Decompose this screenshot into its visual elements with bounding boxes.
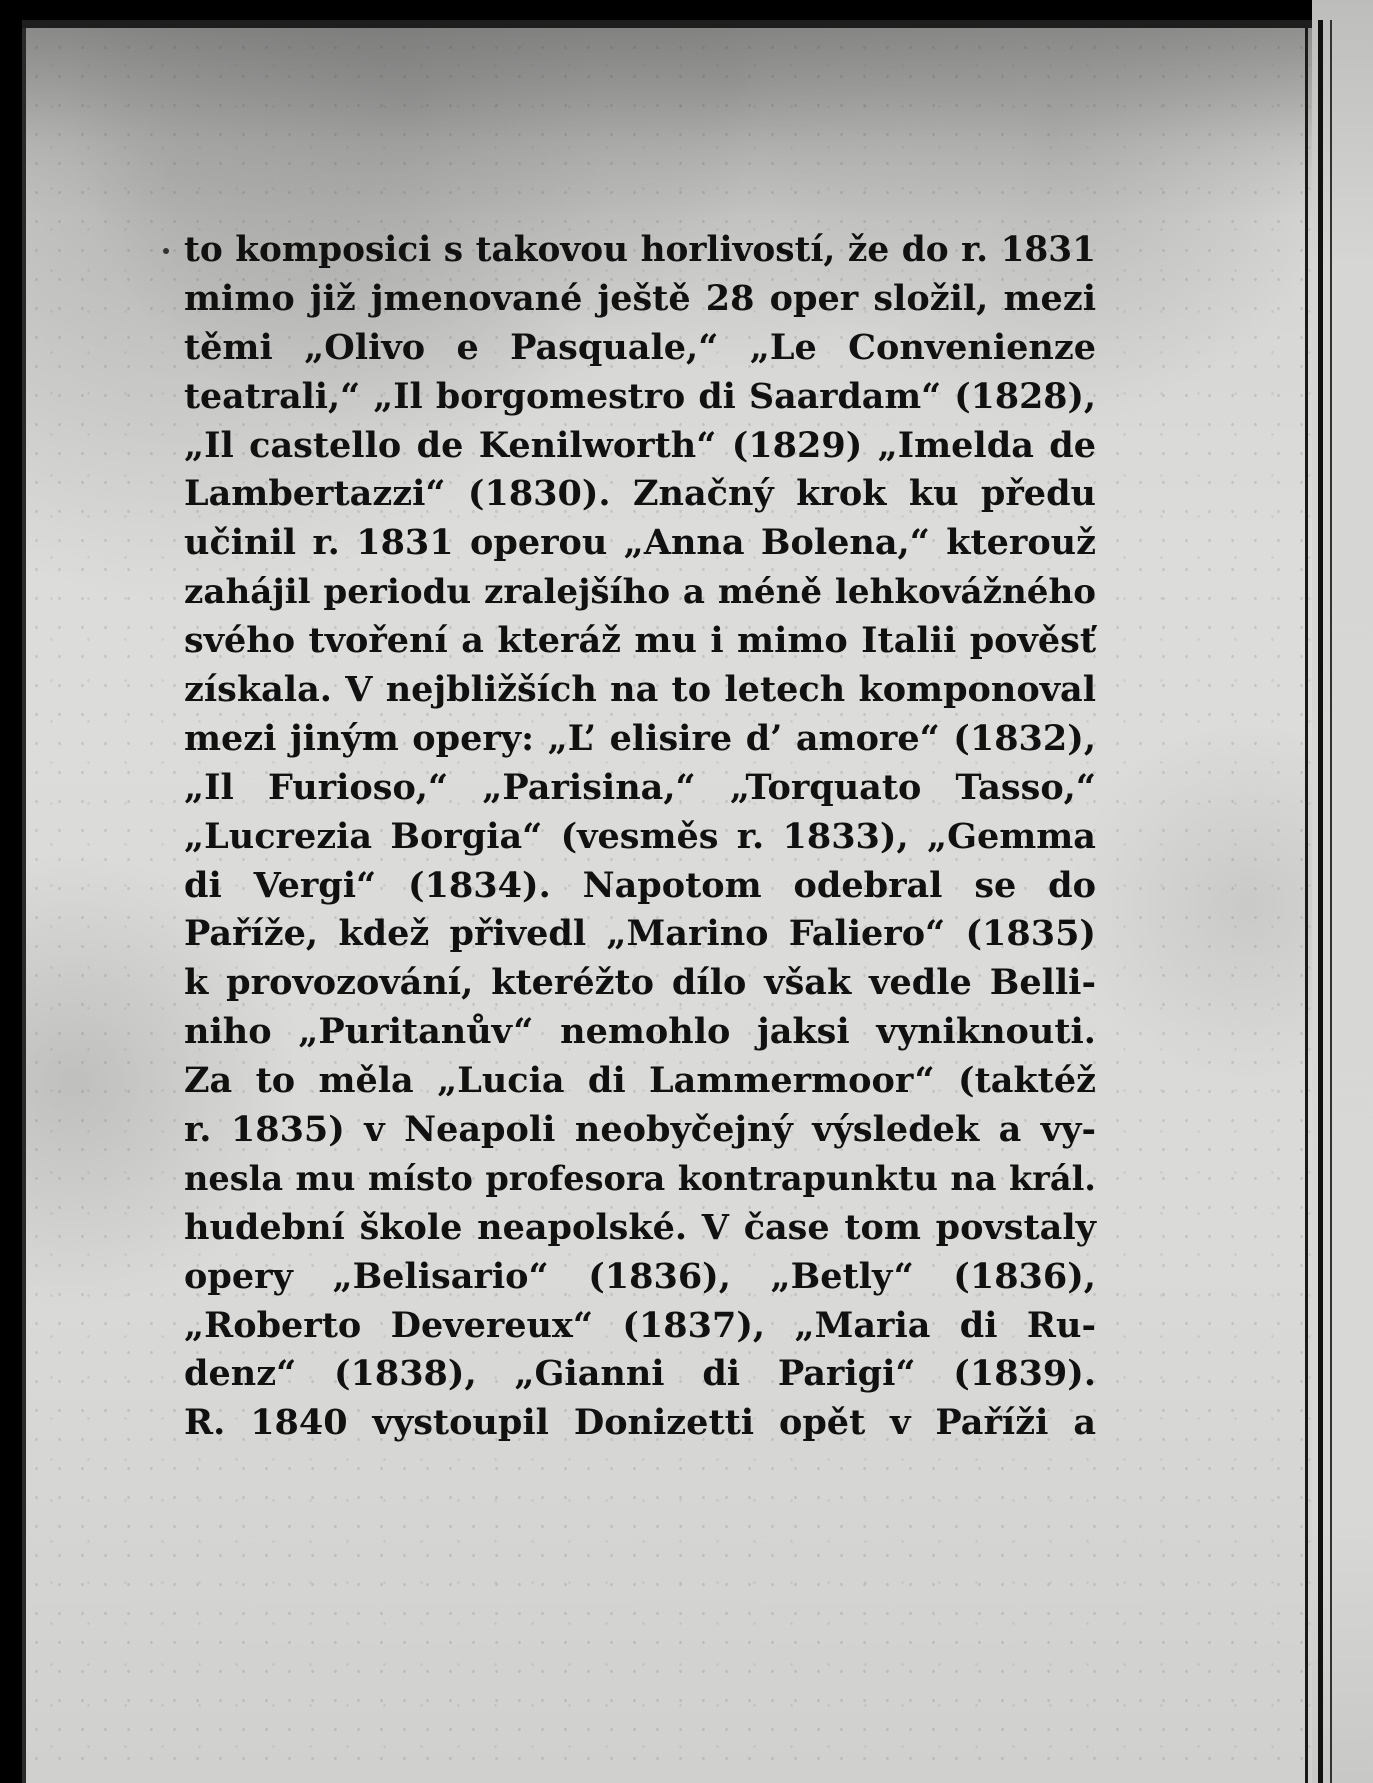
- page-left-edge: [22, 28, 26, 1783]
- text-line-21: hudební škole neapolské. V čase tom povstaly: [184, 1206, 1096, 1248]
- text-line-13: „Lucrezia Borgia“ (vesměs r. 1833), „Gemma: [184, 815, 1096, 857]
- stray-mark: [163, 248, 169, 254]
- text-line-4: teatrali,“ „Il borgomestro di Saardam“ (1828),: [184, 375, 1096, 417]
- book-binding-line: [1318, 20, 1323, 1783]
- text-line-2: mimo již jmenované ještě 28 oper složil, mezi: [184, 277, 1096, 319]
- text-line-9: svého tvoření a kteráž mu i mimo Italii pověsť: [184, 620, 1096, 662]
- text-line-12: „Il Furioso,“ „Parisina,“ „Torquato Tasso,“: [184, 766, 1096, 808]
- text-line-20: nesla mu místo profesora kontrapunktu na král.: [184, 1158, 1096, 1198]
- text-line-10: získala. V nejbližších na to letech komponoval: [184, 669, 1096, 711]
- text-line-5: „Il castello de Kenilworth“ (1829) „Imelda de: [184, 424, 1096, 466]
- text-line-3: těmi „Olivo e Pasquale,“ „Le Convenienze: [184, 326, 1096, 368]
- text-line-14: di Vergi“ (1834). Napotom odebral se do: [184, 864, 1096, 906]
- text-line-23: „Roberto Devereux“ (1837), „Maria di Ru-: [184, 1304, 1096, 1346]
- text-line-16: k provozování, kteréžto dílo však vedle Belli-: [184, 962, 1096, 1004]
- text-line-18: Za to měla „Lucia di Lammermoor“ (taktéž: [184, 1060, 1096, 1102]
- text-line-11: mezi jiným opery: „L’ elisire d’ amore“ (1832),: [184, 717, 1096, 759]
- text-line-15: Paříže, kdež přivedl „Marino Faliero“ (1835): [184, 913, 1096, 955]
- body-text: [184, 226, 1096, 1448]
- text-line-8: zahájil periodu zralejšího a méně lehkovážného: [184, 572, 1096, 613]
- text-line-25: R. 1840 vystoupil Donizetti opět v Paříži a: [184, 1402, 1096, 1444]
- text-line-24: denz“ (1838), „Gianni di Parigi“ (1839).: [184, 1353, 1096, 1395]
- book-binding-thin-line: [1330, 20, 1332, 1783]
- text-line-17: niho „Puritanův“ nemohlo jaksi vyniknouti.: [184, 1011, 1096, 1053]
- text-line-6: Lambertazzi“ (1830). Značný krok ku předu: [184, 473, 1096, 515]
- text-line-7: učinil r. 1831 operou „Anna Bolena,“ kterouž: [184, 522, 1096, 564]
- text-line-19: r. 1835) v Neapoli neobyčejný výsledek a vy-: [184, 1109, 1096, 1151]
- text-line-1: to komposici s takovou horlivostí, že do r. 1831: [184, 230, 1096, 270]
- page-right-edge: [1305, 28, 1308, 1783]
- text-line-22: opery „Belisario“ (1836), „Betly“ (1836),: [184, 1255, 1096, 1297]
